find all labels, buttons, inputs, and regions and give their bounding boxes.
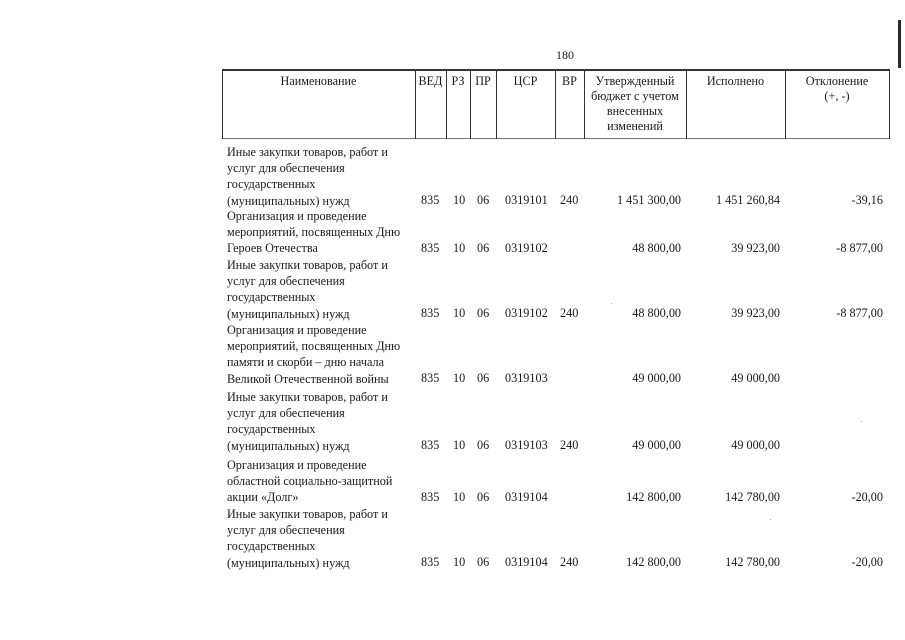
row-rz: 10 [453, 306, 466, 320]
row-name [227, 144, 417, 209]
row-name-line: государственных [227, 539, 316, 554]
header-rz: РЗ [451, 74, 465, 88]
row-done: 142 780,00 [725, 555, 780, 569]
row-name [227, 506, 417, 571]
column-divider [889, 70, 890, 139]
row-name-line: услуг для обеспечения [227, 161, 345, 176]
row-rz: 10 [453, 241, 466, 255]
row-name-line: услуг для обеспечения [227, 523, 345, 538]
row-name-line: Организация и проведение [227, 323, 367, 337]
row-csr: 0319104 [505, 555, 548, 569]
scan-speck [861, 421, 862, 422]
row-ved: 835 [421, 241, 440, 255]
row-deviation: -8 877,00 [836, 241, 883, 255]
row-name-line: Великой Отечественной войны [227, 371, 389, 386]
row-budget: 1 451 300,00 [617, 193, 681, 207]
header-budget-line: внесенных [606, 104, 664, 118]
row-pr: 06 [477, 555, 490, 569]
header-budget-line: Утвержденный [595, 74, 675, 88]
row-name-line: Иные закупки товаров, работ и [227, 390, 388, 404]
row-pr: 06 [477, 371, 490, 385]
row-vr: 240 [560, 438, 579, 452]
row-name-line: памяти и скорби – дню начала [227, 355, 384, 370]
scan-speck [611, 303, 612, 304]
header-done: Исполнено [706, 74, 765, 88]
row-vr: 240 [560, 306, 579, 320]
row-done: 39 923,00 [731, 306, 780, 320]
header-csr: ЦСР [513, 74, 538, 88]
row-deviation: -20,00 [851, 490, 883, 504]
row-done: 1 451 260,84 [716, 193, 780, 207]
header-ved: ВЕД [418, 74, 443, 88]
row-csr: 0319103 [505, 371, 548, 385]
row-csr: 0319101 [505, 193, 548, 207]
row-csr: 0319104 [505, 490, 548, 504]
scan-edge-mark [898, 20, 901, 68]
row-name-line: (муниципальных) нужд [227, 555, 350, 570]
row-deviation: -8 877,00 [836, 306, 883, 320]
row-name-line: мероприятий, посвященных Дню [227, 339, 401, 354]
row-rz: 10 [453, 371, 466, 385]
row-name-line: услуг для обеспечения [227, 406, 345, 421]
row-name-line: государственных [227, 290, 316, 305]
row-name-line: акции «Долг» [227, 490, 299, 505]
row-name-line: (муниципальных) нужд [227, 193, 350, 208]
row-name-line: мероприятий, посвященных Дню [227, 225, 401, 240]
row-rz: 10 [453, 555, 466, 569]
row-name-line: услуг для обеспечения [227, 274, 345, 289]
row-budget: 49 000,00 [632, 371, 681, 385]
row-pr: 06 [477, 490, 490, 504]
row-ved: 835 [421, 438, 440, 452]
header-pr: ПР [475, 74, 491, 88]
table-header-bottom-border [222, 138, 890, 139]
row-csr: 0319102 [505, 241, 548, 255]
row-budget: 142 800,00 [626, 490, 681, 504]
row-name-line: государственных [227, 422, 316, 437]
row-csr: 0319103 [505, 438, 548, 452]
page-number: 180 [556, 48, 574, 62]
row-name-line: Героев Отечества [227, 241, 318, 256]
row-name-line: (муниципальных) нужд [227, 306, 350, 321]
header-deviation [785, 74, 889, 104]
row-done: 39 923,00 [731, 241, 780, 255]
header-deviation-line: Отклонение [805, 74, 869, 88]
row-name [227, 257, 417, 322]
row-name [227, 457, 417, 506]
row-name-line: Иные закупки товаров, работ и [227, 258, 388, 272]
row-done: 142 780,00 [725, 490, 780, 504]
row-name [227, 322, 417, 387]
row-ved: 835 [421, 555, 440, 569]
row-name-line: Иные закупки товаров, работ и [227, 145, 388, 159]
row-done: 49 000,00 [731, 438, 780, 452]
row-pr: 06 [477, 241, 490, 255]
header-budget-line: изменений [607, 119, 663, 133]
row-rz: 10 [453, 193, 466, 207]
row-vr: 240 [560, 193, 579, 207]
table-header-top-border [222, 69, 890, 71]
row-name-line: государственных [227, 177, 316, 192]
row-budget: 142 800,00 [626, 555, 681, 569]
row-ved: 835 [421, 490, 440, 504]
row-budget: 48 800,00 [632, 241, 681, 255]
row-budget: 48 800,00 [632, 306, 681, 320]
row-name-line: Организация и проведение [227, 458, 367, 472]
row-csr: 0319102 [505, 306, 548, 320]
row-done: 49 000,00 [731, 371, 780, 385]
row-rz: 10 [453, 438, 466, 452]
header-name: Наименование [280, 74, 357, 88]
row-pr: 06 [477, 193, 490, 207]
row-name-line: Иные закупки товаров, работ и [227, 507, 388, 521]
header-vr: ВР [562, 74, 577, 88]
row-name [227, 389, 417, 454]
header-deviation-line: (+, -) [824, 89, 850, 103]
row-pr: 06 [477, 438, 490, 452]
scan-speck [770, 519, 771, 520]
row-deviation: -39,16 [851, 193, 883, 207]
row-name [227, 208, 417, 257]
header-budget [584, 74, 686, 134]
row-vr: 240 [560, 555, 579, 569]
row-deviation: -20,00 [851, 555, 883, 569]
row-pr: 06 [477, 306, 490, 320]
row-name-line: областной социально-защитной [227, 474, 393, 489]
row-name-line: (муниципальных) нужд [227, 438, 350, 453]
row-ved: 835 [421, 193, 440, 207]
row-name-line: Организация и проведение [227, 209, 367, 223]
row-rz: 10 [453, 490, 466, 504]
row-ved: 835 [421, 371, 440, 385]
row-budget: 49 000,00 [632, 438, 681, 452]
header-budget-line: бюджет с учетом [591, 89, 679, 103]
row-ved: 835 [421, 306, 440, 320]
